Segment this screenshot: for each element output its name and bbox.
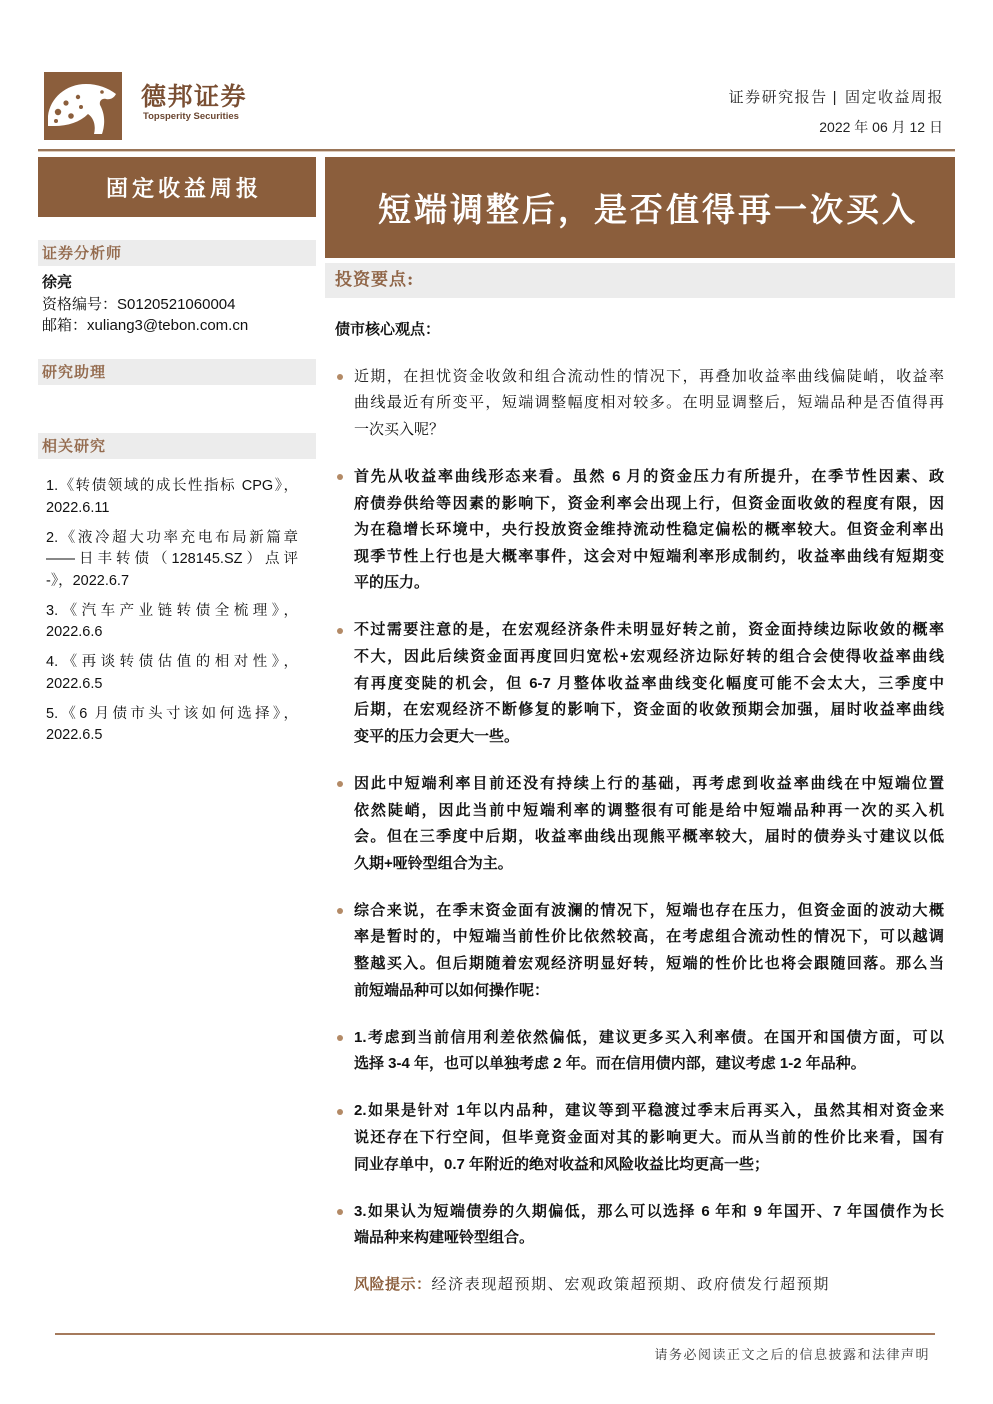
- point-text-line: 同业存单中，0.7 年附近的绝对收益和风险收益比均更高一些；: [354, 1155, 770, 1173]
- bullet-icon: [337, 908, 343, 914]
- leopard-logo-icon: [44, 72, 122, 140]
- point-text-line: 为在稳增长环境中，央行投放资金维持流动性稳定偏松的概率较大。但资金利率出: [354, 521, 944, 539]
- point-text-line: 端品种来构建哑铃型组合。: [354, 1229, 535, 1247]
- brand-name-en: Topsperity Securities: [143, 111, 239, 122]
- bullet-icon: [337, 474, 343, 480]
- point-text-line: 不大，因此后续资金面再度回归宽松+宏观经济边际好转的组合会使得收益率曲线: [354, 648, 944, 666]
- bullet-icon: [337, 374, 343, 380]
- brand-logo: [44, 72, 122, 140]
- email-address: xuliang3@tebon.com.cn: [87, 317, 249, 334]
- related-report-line: 1.《转债领域的成长性指标 CPG》，: [46, 478, 298, 494]
- key-point: [354, 1199, 944, 1252]
- risk-text: 经济表现超预期、宏观政策超预期、政府债发行超预期: [431, 1276, 830, 1294]
- related-report-line: 2.《液冷超大功率充电布局新篇章: [46, 529, 298, 546]
- related-report-item: [46, 652, 298, 695]
- point-text-line: 现季节性上行也是大概率事件，这会对中短端利率形成制约，收益率曲线有短期变: [354, 547, 944, 565]
- bullet-icon: [337, 628, 343, 634]
- bullet-icon: [337, 1109, 343, 1115]
- risk-warning: [354, 1272, 944, 1299]
- report-date: 2022 年 06 月 12 日: [819, 119, 943, 135]
- related-report-item: [46, 704, 298, 747]
- point-text-line: 首先从收益率曲线形态来看。虽然 6 月的资金压力有所提升，在季节性因素、政: [354, 467, 944, 485]
- related-report-line: 2022.6.11: [46, 499, 110, 516]
- point-text-line: 依然陡峭，因此当前中短端利率的调整很有可能是给中短端品种再一次的买入机: [354, 801, 944, 819]
- key-point: [354, 1098, 944, 1178]
- section-heading: 债市核心观点：: [335, 321, 441, 338]
- key-point: [354, 364, 944, 444]
- report-category-box: 固定收益周报: [38, 157, 316, 217]
- related-research-list: [46, 476, 298, 755]
- analyst-name: 徐亮: [42, 274, 73, 291]
- risk-label: 风险提示：: [354, 1276, 432, 1294]
- cert-label: 资格编号：: [42, 295, 118, 313]
- bullet-icon: [337, 1209, 343, 1215]
- point-text-line: 有再度变陡的机会，但 6-7 月整体收益率曲线变化幅度可能不会太大，三季度中: [354, 674, 944, 692]
- brand-name-cn: 德邦证券: [141, 82, 248, 111]
- analyst-info: [42, 272, 312, 337]
- related-report-line: 2022.6.5: [46, 727, 103, 743]
- point-text-line: 因此中短端利率目前还没有持续上行的基础，再考虑到收益率曲线在中短端位置: [354, 774, 944, 792]
- related-report-item: [46, 528, 298, 593]
- assistant-heading: 研究助理: [38, 359, 316, 385]
- email-label: 邮箱：: [42, 317, 88, 334]
- point-text-line: 会。但在三季度中后期，收益率曲线出现熊平概率较大，届时的债券头寸建议以低: [354, 828, 944, 846]
- point-text-line: 平的压力。: [354, 574, 430, 592]
- cert-number: S0120521060004: [117, 295, 236, 313]
- analyst-cert: [42, 294, 312, 316]
- point-text-line: 综合来说，在季末资金面有波澜的情况下，短端也存在压力，但资金面的波动大概: [354, 901, 944, 919]
- point-text-line: 2.如果是针对 1年以内品种，建议等到平稳渡过季末后再买入，虽然其相对资金来: [354, 1102, 944, 1120]
- point-text-line: 前短端品种可以如何操作呢：: [354, 981, 550, 999]
- key-points-heading: 投资要点:: [325, 263, 955, 298]
- related-report-line: 4.《再谈转债估值的相对性》，: [46, 654, 298, 670]
- bullet-icon: [337, 1035, 343, 1041]
- analyst-heading: 证券分析师: [38, 240, 316, 266]
- related-report-line: -》，2022.6.7: [46, 572, 130, 589]
- header-separator: |: [832, 89, 838, 106]
- related-report-item: [46, 476, 298, 519]
- key-point: [354, 771, 944, 877]
- report-category: 固定收益周报: [844, 88, 944, 106]
- related-research-heading: 相关研究: [38, 433, 316, 459]
- point-text-line: 选择 3-4 年，也可以单独考虑 2 年。而在信用债内部，建议考虑 1-2 年品种。: [354, 1055, 866, 1073]
- point-text-line: 3.如果认为短端债券的久期偏低，那么可以选择 6 年和 9 年国开、7 年国债作为长: [354, 1202, 944, 1220]
- point-text-line: 近期，在担忧资金收敛和组合流动性的情况下，再叠加收益率曲线偏陡峭，收益率: [354, 367, 944, 385]
- related-report-line: 2022.6.6: [46, 624, 103, 640]
- point-text-line: 不过需要注意的是，在宏观经济条件未明显好转之前，资金面持续边际收敛的概率: [354, 621, 944, 639]
- report-type: 证券研究报告: [728, 88, 828, 106]
- point-text-line: 1.考虑到当前信用利差依然偏低，建议更多买入利率债。在国开和国债方面，可以: [354, 1028, 944, 1046]
- point-text-line: 变平的压力会更大一些。: [354, 727, 520, 745]
- report-title: 短端调整后，是否值得再一次买入: [325, 157, 955, 258]
- related-report-item: [46, 601, 298, 644]
- footer-disclaimer: 请务必阅读正文之后的信息披露和法律声明: [654, 1348, 930, 1363]
- point-text-line: 说还存在下行空间，但毕竟资金面对其的影响更大。而从当前的性价比来看，国有: [354, 1128, 944, 1146]
- point-text-line: 后期，在宏观经济不断修复的影响下，资金面的收敛预期会加强，届时收益率曲线: [354, 701, 944, 719]
- key-point: [354, 1025, 944, 1078]
- key-point: [354, 464, 944, 597]
- header-divider: [38, 149, 955, 152]
- point-text-line: 府债券供给等因素的影响下，资金利率会出现上行，但资金面收敛的程度有限，因: [354, 494, 944, 512]
- point-text-line: 整越买入。但后期随着宏观经济明显好转，短端的性价比也将会跟随回落。那么当: [354, 954, 944, 972]
- key-point: [354, 898, 944, 1004]
- bullet-icon: [337, 781, 343, 787]
- point-text-line: 率是暂时的，中短端当前性价比依然较高，在考虑组合流动性的情况下，可以越调: [354, 928, 944, 946]
- related-report-line: 2022.6.5: [46, 675, 103, 692]
- point-text-line: 久期+哑铃型组合为主。: [354, 854, 513, 872]
- key-points-body: [354, 364, 944, 1299]
- related-report-line: 3.《汽车产业链转债全梳理》，: [46, 602, 298, 619]
- related-report-line: 5.《6 月债市头寸该如何选择》，: [46, 705, 298, 722]
- analyst-email: [42, 315, 312, 337]
- report-type-line: [729, 86, 944, 109]
- key-point: [354, 617, 944, 750]
- point-text-line: 曲线最近有所变平，短端调整幅度相对较多。在明显调整后，短端品种是否值得再: [354, 394, 944, 412]
- related-report-line: ——日丰转债（128145.SZ）点评: [46, 551, 298, 567]
- footer-divider: [55, 1333, 935, 1335]
- point-text-line: 一次买入呢？: [354, 420, 445, 438]
